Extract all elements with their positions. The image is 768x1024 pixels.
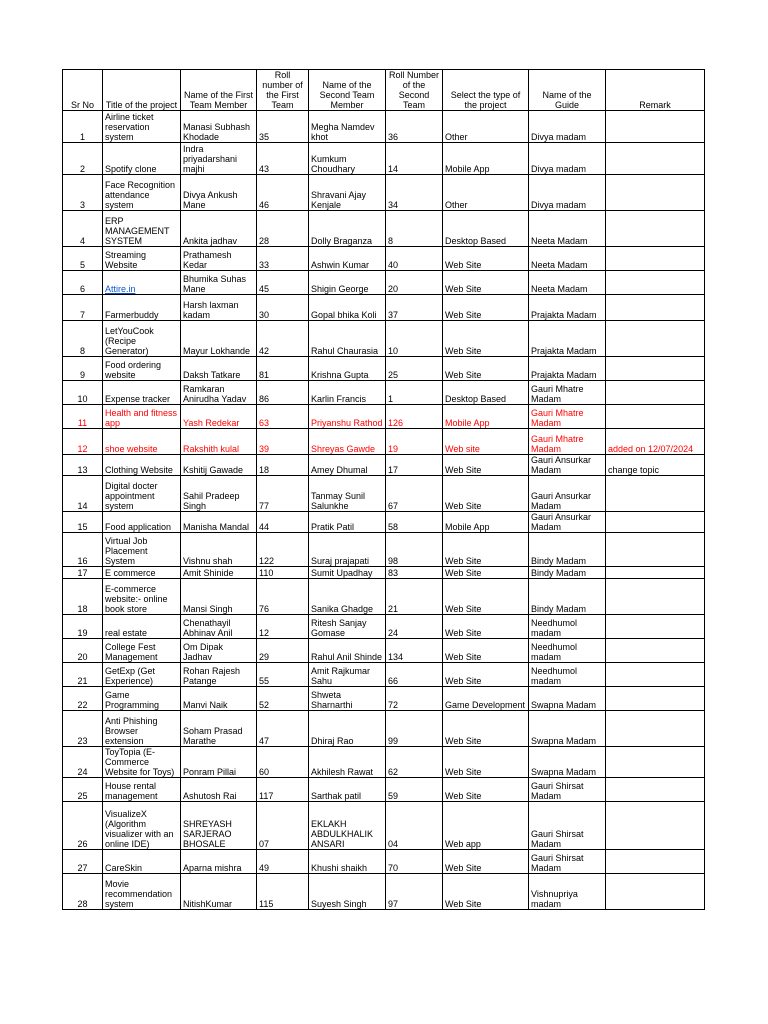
first-member-cell: Soham Prasad Marathe [181, 711, 257, 747]
project-title-cell: real estate [103, 615, 181, 639]
guide-cell: Neeta Madam [529, 271, 606, 295]
second-roll-cell: 40 [386, 247, 443, 271]
guide-cell: Divya madam [529, 111, 606, 143]
remark-cell [606, 143, 705, 175]
second-member-cell: Shigin George [309, 271, 386, 295]
second-member-cell: Amit Rajkumar Sahu [309, 663, 386, 687]
guide-cell: Gauri Ansurkar Madam [529, 512, 606, 533]
first-roll-cell: 110 [257, 567, 309, 579]
guide-cell: Gauri Mhatre Madam [529, 381, 606, 405]
project-type-cell: Web Site [443, 476, 529, 512]
second-member-cell: Amey Dhumal [309, 455, 386, 476]
table-row [63, 455, 705, 476]
first-roll-cell: 77 [257, 476, 309, 512]
second-roll-cell: 72 [386, 687, 443, 711]
first-roll-cell: 76 [257, 579, 309, 615]
first-member-cell: Mayur Lokhande [181, 321, 257, 357]
first-roll-cell: 44 [257, 512, 309, 533]
sr-no-cell: 7 [63, 295, 103, 321]
second-member-cell: Suyesh Singh [309, 874, 386, 910]
first-roll-cell: 43 [257, 143, 309, 175]
guide-cell: Gauri Shirsat Madam [529, 778, 606, 802]
remark-cell [606, 747, 705, 778]
sr-no-cell: 1 [63, 111, 103, 143]
first-roll-cell: 12 [257, 615, 309, 639]
first-roll-cell: 42 [257, 321, 309, 357]
second-member-cell: Ritesh Sanjay Gomase [309, 615, 386, 639]
table-row [63, 747, 705, 778]
header-first-member: Name of the First Team Member [181, 70, 257, 111]
remark-cell: change topic [606, 455, 705, 476]
project-title-cell: E commerce [103, 567, 181, 579]
second-roll-cell: 99 [386, 711, 443, 747]
sr-no-cell: 14 [63, 476, 103, 512]
first-roll-cell: 55 [257, 663, 309, 687]
first-roll-cell: 86 [257, 381, 309, 405]
first-member-cell: Manasi Subhash Khodade [181, 111, 257, 143]
project-title-cell: Movie recommendation system [103, 874, 181, 910]
remark-cell [606, 247, 705, 271]
second-member-cell: Dhiraj Rao [309, 711, 386, 747]
first-member-cell: Ashutosh Rai [181, 778, 257, 802]
table-row [63, 874, 705, 910]
second-member-cell: Sumit Upadhay [309, 567, 386, 579]
project-type-cell: Web Site [443, 747, 529, 778]
remark-cell [606, 850, 705, 874]
first-roll-cell: 49 [257, 850, 309, 874]
project-title-cell: GetExp (Get Experience) [103, 663, 181, 687]
second-member-cell: Krishna Gupta [309, 357, 386, 381]
sr-no-cell: 3 [63, 175, 103, 211]
second-member-cell: Pratik Patil [309, 512, 386, 533]
project-type-cell: Web Site [443, 321, 529, 357]
project-title-cell: Spotify clone [103, 143, 181, 175]
second-roll-cell: 36 [386, 111, 443, 143]
first-roll-cell: 30 [257, 295, 309, 321]
first-roll-cell: 46 [257, 175, 309, 211]
first-roll-cell: 122 [257, 533, 309, 567]
project-title-cell: Virtual Job Placement System [103, 533, 181, 567]
remark-cell [606, 175, 705, 211]
project-type-cell: Game Development [443, 687, 529, 711]
project-title-cell: LetYouCook (Recipe Generator) [103, 321, 181, 357]
table-row [63, 687, 705, 711]
second-member-cell: Rahul Chaurasia [309, 321, 386, 357]
first-member-cell: Ankita jadhav [181, 211, 257, 247]
project-title-cell: Digital docter appointment system [103, 476, 181, 512]
remark-cell [606, 874, 705, 910]
remark-cell [606, 111, 705, 143]
remark-cell [606, 687, 705, 711]
project-title-cell: Anti Phishing Browser extension [103, 711, 181, 747]
guide-cell: Bindy Madam [529, 567, 606, 579]
first-member-cell: Indra priyadarshani majhi [181, 143, 257, 175]
project-title-cell: Airline ticket reservation system [103, 111, 181, 143]
table-row [63, 271, 705, 295]
project-type-cell: Mobile App [443, 143, 529, 175]
project-type-cell: Web Site [443, 778, 529, 802]
project-title-cell: Food ordering website [103, 357, 181, 381]
project-title-cell: Food application [103, 512, 181, 533]
sr-no-cell: 28 [63, 874, 103, 910]
guide-cell: Swapna Madam [529, 747, 606, 778]
project-type-cell: Web Site [443, 357, 529, 381]
remark-cell [606, 211, 705, 247]
table-row [63, 247, 705, 271]
first-member-cell: Rohan Rajesh Patange [181, 663, 257, 687]
guide-cell: Bindy Madam [529, 533, 606, 567]
project-type-cell: Web Site [443, 567, 529, 579]
project-link[interactable]: Attire.in [105, 284, 136, 294]
second-roll-cell: 83 [386, 567, 443, 579]
second-member-cell: Tanmay Sunil Salunkhe [309, 476, 386, 512]
second-member-cell: Suraj prajapati [309, 533, 386, 567]
table-row [63, 512, 705, 533]
remark-cell [606, 802, 705, 850]
sr-no-cell: 13 [63, 455, 103, 476]
project-title-cell: House rental management [103, 778, 181, 802]
table-row [63, 663, 705, 687]
first-member-cell: Bhumika Suhas Mane [181, 271, 257, 295]
first-roll-cell: 63 [257, 405, 309, 429]
table-row [63, 211, 705, 247]
second-member-cell: Kumkum Choudhary [309, 143, 386, 175]
sr-no-cell: 16 [63, 533, 103, 567]
guide-cell: Needhumol madam [529, 639, 606, 663]
project-type-cell: Mobile App [443, 512, 529, 533]
second-roll-cell: 134 [386, 639, 443, 663]
project-type-cell: Other [443, 111, 529, 143]
second-roll-cell: 14 [386, 143, 443, 175]
project-allocation-table [62, 69, 705, 910]
project-type-cell: Web Site [443, 615, 529, 639]
sr-no-cell: 8 [63, 321, 103, 357]
first-member-cell: Harsh laxman kadam [181, 295, 257, 321]
guide-cell: Neeta Madam [529, 247, 606, 271]
header-row [63, 70, 705, 111]
sr-no-cell: 17 [63, 567, 103, 579]
second-roll-cell: 04 [386, 802, 443, 850]
guide-cell: Swapna Madam [529, 711, 606, 747]
project-title-cell: Face Recognition attendance system [103, 175, 181, 211]
first-member-cell: Ponram Pillai [181, 747, 257, 778]
second-member-cell: Shreyas Gawde [309, 429, 386, 455]
guide-cell: Prajakta Madam [529, 321, 606, 357]
second-roll-cell: 21 [386, 579, 443, 615]
second-member-cell: Ashwin Kumar [309, 247, 386, 271]
table-row [63, 567, 705, 579]
table-row [63, 143, 705, 175]
table-row [63, 579, 705, 615]
second-roll-cell: 126 [386, 405, 443, 429]
second-member-cell: Megha Namdev khot [309, 111, 386, 143]
table-body [63, 111, 705, 910]
second-roll-cell: 97 [386, 874, 443, 910]
sr-no-cell: 5 [63, 247, 103, 271]
second-roll-cell: 58 [386, 512, 443, 533]
project-type-cell: Web Site [443, 663, 529, 687]
project-type-cell: Web Site [443, 850, 529, 874]
sr-no-cell: 15 [63, 512, 103, 533]
table-row [63, 533, 705, 567]
remark-cell [606, 357, 705, 381]
table-row [63, 778, 705, 802]
sr-no-cell: 9 [63, 357, 103, 381]
table-row [63, 711, 705, 747]
table-row [63, 321, 705, 357]
project-type-cell: Desktop Based [443, 381, 529, 405]
second-member-cell: EKLAKH ABDULKHALIK ANSARI [309, 802, 386, 850]
second-member-cell: Akhilesh Rawat [309, 747, 386, 778]
second-roll-cell: 17 [386, 455, 443, 476]
first-member-cell: Mansi Singh [181, 579, 257, 615]
table-row [63, 615, 705, 639]
guide-cell: Divya madam [529, 143, 606, 175]
guide-cell: Gauri Mhatre Madam [529, 405, 606, 429]
first-member-cell: NitishKumar [181, 874, 257, 910]
project-type-cell: Web Site [443, 295, 529, 321]
header-sr-no: Sr No [63, 70, 103, 111]
second-roll-cell: 20 [386, 271, 443, 295]
project-type-cell: Web Site [443, 874, 529, 910]
first-roll-cell: 52 [257, 687, 309, 711]
first-member-cell: Divya Ankush Mane [181, 175, 257, 211]
first-member-cell: Manisha Mandal [181, 512, 257, 533]
remark-cell [606, 567, 705, 579]
project-type-cell: Web Site [443, 639, 529, 663]
second-roll-cell: 70 [386, 850, 443, 874]
second-roll-cell: 24 [386, 615, 443, 639]
remark-cell [606, 778, 705, 802]
remark-cell [606, 663, 705, 687]
remark-cell [606, 381, 705, 405]
first-member-cell: Om Dipak Jadhav [181, 639, 257, 663]
remark-cell [606, 321, 705, 357]
guide-cell: Prajakta Madam [529, 357, 606, 381]
first-roll-cell: 81 [257, 357, 309, 381]
remark-cell [606, 476, 705, 512]
sr-no-cell: 4 [63, 211, 103, 247]
guide-cell: Prajakta Madam [529, 295, 606, 321]
first-member-cell: Kshitij Gawade [181, 455, 257, 476]
project-type-cell: Desktop Based [443, 211, 529, 247]
sr-no-cell: 20 [63, 639, 103, 663]
remark-cell [606, 405, 705, 429]
second-member-cell: Shravani Ajay Kenjale [309, 175, 386, 211]
sr-no-cell: 26 [63, 802, 103, 850]
first-member-cell: Amit Shinide [181, 567, 257, 579]
sr-no-cell: 21 [63, 663, 103, 687]
remark-cell [606, 295, 705, 321]
first-member-cell: Sahil Pradeep Singh [181, 476, 257, 512]
project-type-cell: Other [443, 175, 529, 211]
second-member-cell: Karlin Francis [309, 381, 386, 405]
first-member-cell: SHREYASH SARJERAO BHOSALE [181, 802, 257, 850]
first-member-cell: Yash Redekar [181, 405, 257, 429]
table-row [63, 639, 705, 663]
first-roll-cell: 47 [257, 711, 309, 747]
first-roll-cell: 115 [257, 874, 309, 910]
second-roll-cell: 1 [386, 381, 443, 405]
header-second-member: Name of the Second Team Member [309, 70, 386, 111]
remark-cell: added on 12/07/2024 [606, 429, 705, 455]
project-type-cell: Web Site [443, 271, 529, 295]
sr-no-cell: 2 [63, 143, 103, 175]
sr-no-cell: 22 [63, 687, 103, 711]
table-row [63, 381, 705, 405]
remark-cell [606, 615, 705, 639]
first-roll-cell: 29 [257, 639, 309, 663]
guide-cell: Gauri Shirsat Madam [529, 850, 606, 874]
second-roll-cell: 98 [386, 533, 443, 567]
second-roll-cell: 10 [386, 321, 443, 357]
second-roll-cell: 25 [386, 357, 443, 381]
sr-no-cell: 27 [63, 850, 103, 874]
project-title-cell: Health and fitness app [103, 405, 181, 429]
first-member-cell: Vishnu shah [181, 533, 257, 567]
table-row [63, 476, 705, 512]
guide-cell: Gauri Shirsat Madam [529, 802, 606, 850]
sr-no-cell: 6 [63, 271, 103, 295]
header-guide: Name of the Guide [529, 70, 606, 111]
guide-cell: Vishnupriya madam [529, 874, 606, 910]
table-row [63, 175, 705, 211]
sr-no-cell: 24 [63, 747, 103, 778]
sr-no-cell: 19 [63, 615, 103, 639]
guide-cell: Bindy Madam [529, 579, 606, 615]
guide-cell: Divya madam [529, 175, 606, 211]
project-title-cell: College Fest Management [103, 639, 181, 663]
second-member-cell: Shweta Sharnarthi [309, 687, 386, 711]
project-type-cell: Mobile App [443, 405, 529, 429]
table-row [63, 111, 705, 143]
second-roll-cell: 19 [386, 429, 443, 455]
project-type-cell: Web site [443, 429, 529, 455]
project-title-cell: CareSkin [103, 850, 181, 874]
project-title-cell: Streaming Website [103, 247, 181, 271]
first-member-cell: Daksh Tatkare [181, 357, 257, 381]
second-roll-cell: 66 [386, 663, 443, 687]
second-member-cell: Gopal bhika Koli [309, 295, 386, 321]
second-roll-cell: 37 [386, 295, 443, 321]
guide-cell: Swapna Madam [529, 687, 606, 711]
remark-cell [606, 271, 705, 295]
second-member-cell: Sarthak patil [309, 778, 386, 802]
second-roll-cell: 67 [386, 476, 443, 512]
sr-no-cell: 25 [63, 778, 103, 802]
first-member-cell: Ramkaran Anirudha Yadav [181, 381, 257, 405]
header-remark: Remark [606, 70, 705, 111]
project-title-cell: E-commerce website:- online book store [103, 579, 181, 615]
project-title-cell: Expense tracker [103, 381, 181, 405]
project-title-cell: Clothing Website [103, 455, 181, 476]
guide-cell: Gauri Mhatre Madam [529, 429, 606, 455]
first-roll-cell: 18 [257, 455, 309, 476]
second-roll-cell: 59 [386, 778, 443, 802]
table-row [63, 357, 705, 381]
guide-cell: Gauri Ansurkar Madam [529, 455, 606, 476]
remark-cell [606, 533, 705, 567]
first-roll-cell: 33 [257, 247, 309, 271]
first-member-cell: Aparna mishra [181, 850, 257, 874]
first-roll-cell: 45 [257, 271, 309, 295]
guide-cell: Gauri Ansurkar Madam [529, 476, 606, 512]
sr-no-cell: 23 [63, 711, 103, 747]
first-roll-cell: 60 [257, 747, 309, 778]
project-type-cell: Web Site [443, 579, 529, 615]
guide-cell: Neeta Madam [529, 211, 606, 247]
first-member-cell: Chenathayil Abhinav Anil [181, 615, 257, 639]
sr-no-cell: 12 [63, 429, 103, 455]
table-row [63, 405, 705, 429]
header-project-type: Select the type of the project [443, 70, 529, 111]
remark-cell [606, 512, 705, 533]
remark-cell [606, 579, 705, 615]
header-second-roll: Roll Number of the Second Team [386, 70, 443, 111]
project-type-cell: Web app [443, 802, 529, 850]
project-title-cell: shoe website [103, 429, 181, 455]
table-row [63, 429, 705, 455]
second-member-cell: Priyanshu Rathod [309, 405, 386, 429]
header-first-roll: Roll number of the First Team [257, 70, 309, 111]
project-type-cell: Web Site [443, 247, 529, 271]
project-type-cell: Web Site [443, 455, 529, 476]
first-roll-cell: 07 [257, 802, 309, 850]
sr-no-cell: 11 [63, 405, 103, 429]
header-project-title: Title of the project [103, 70, 181, 111]
table-row [63, 802, 705, 850]
project-title-cell: ERP MANAGEMENT SYSTEM [103, 211, 181, 247]
project-title-cell: Farmerbuddy [103, 295, 181, 321]
remark-cell [606, 639, 705, 663]
sr-no-cell: 10 [63, 381, 103, 405]
project-type-cell: Web Site [443, 533, 529, 567]
first-roll-cell: 117 [257, 778, 309, 802]
second-member-cell: Dolly Braganza [309, 211, 386, 247]
second-roll-cell: 8 [386, 211, 443, 247]
remark-cell [606, 711, 705, 747]
second-member-cell: Rahul Anil Shinde [309, 639, 386, 663]
first-roll-cell: 39 [257, 429, 309, 455]
sr-no-cell: 18 [63, 579, 103, 615]
project-title-cell[interactable] [103, 271, 181, 295]
table-row [63, 295, 705, 321]
guide-cell: Needhumol madam [529, 663, 606, 687]
first-member-cell: Rakshith kulal [181, 429, 257, 455]
first-roll-cell: 28 [257, 211, 309, 247]
second-member-cell: Khushi shaikh [309, 850, 386, 874]
second-roll-cell: 34 [386, 175, 443, 211]
first-member-cell: Prathamesh Kedar [181, 247, 257, 271]
project-title-cell: Game Programming [103, 687, 181, 711]
project-type-cell: Web Site [443, 711, 529, 747]
first-roll-cell: 35 [257, 111, 309, 143]
table-row [63, 850, 705, 874]
second-roll-cell: 62 [386, 747, 443, 778]
first-member-cell: Manvi Naik [181, 687, 257, 711]
guide-cell: Needhumol madam [529, 615, 606, 639]
project-title-cell: VisualizeX (Algorithm visualizer with an online IDE) [103, 802, 181, 850]
second-member-cell: Sanika Ghadge [309, 579, 386, 615]
project-title-cell: ToyTopia (E-Commerce Website for Toys) [103, 747, 181, 778]
